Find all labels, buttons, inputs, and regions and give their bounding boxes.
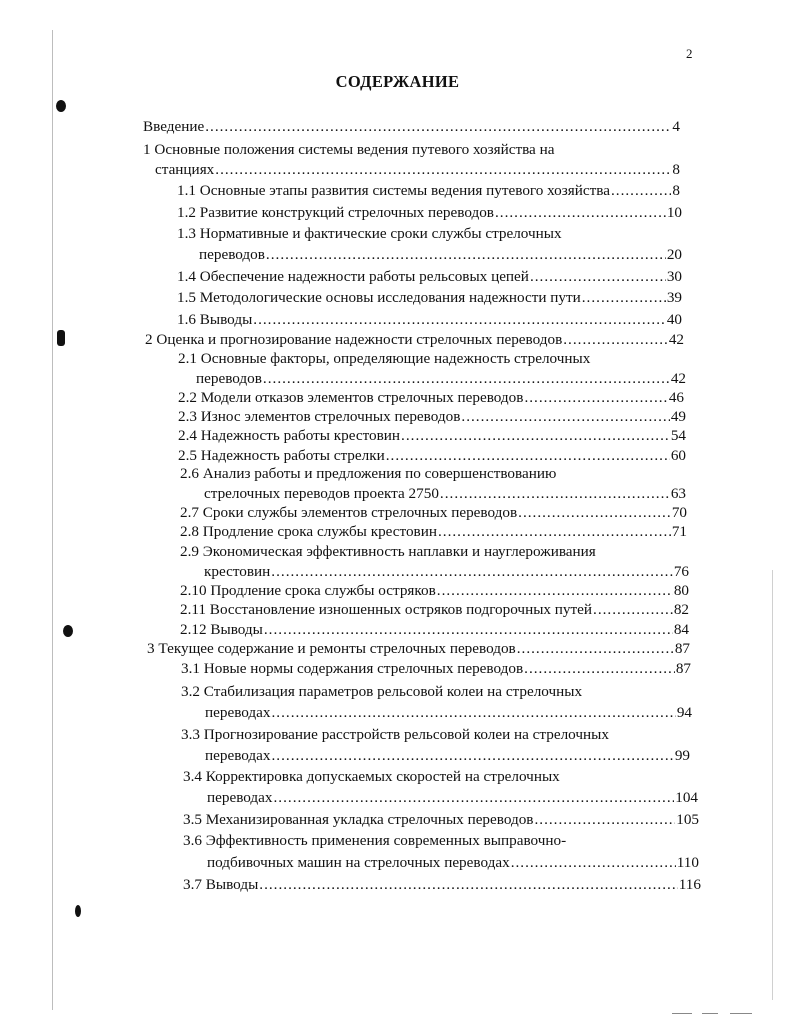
toc-entry xyxy=(180,523,687,541)
toc-entry-continuation: переводах xyxy=(205,704,271,721)
toc-entry-text: 2.5 Надежность работы стрелки xyxy=(178,447,385,464)
toc-page: 42 xyxy=(668,331,684,348)
toc-entry-text: 1.3 Нормативные и фактические сроки службы стрелочных xyxy=(177,225,562,242)
toc-entry xyxy=(177,268,682,286)
toc-entry-text: 2.12 Выводы xyxy=(180,621,263,638)
toc-entry-text: 2.7 Сроки службы элементов стрелочных переводов xyxy=(180,504,518,521)
toc-page: 46 xyxy=(668,389,684,406)
toc-entry xyxy=(177,311,682,329)
toc-entry-text: 3.7 Выводы xyxy=(183,876,259,893)
toc-entry xyxy=(183,811,699,829)
toc-page: 42 xyxy=(670,370,686,387)
toc-page: 71 xyxy=(671,523,687,540)
toc-entry-text: 1.1 Основные этапы развития системы ведения путевого хозяйства xyxy=(177,182,610,199)
toc-page: 82 xyxy=(673,601,689,618)
toc-page: 116 xyxy=(678,876,701,893)
toc-page: 84 xyxy=(673,621,689,638)
toc-entry-text: 2.2 Модели отказов элементов стрелочных переводов xyxy=(178,389,524,406)
toc-entry xyxy=(177,289,682,307)
toc-entry-text: 3.3 Прогнозирование расстройств рельсовой колеи на стрелочных xyxy=(181,726,609,743)
toc-page: 80 xyxy=(673,582,689,599)
toc-entry xyxy=(178,447,686,465)
toc-entry-text: 3 Текущее содержание и ремонты стрелочных переводов xyxy=(147,640,516,657)
toc-entry-text: 3.2 Стабилизация параметров рельсовой колеи на стрелочных xyxy=(181,683,583,700)
toc-entry-continuation: подбивочных машин на стрелочных переводах xyxy=(207,854,510,871)
toc-entry xyxy=(196,370,686,388)
toc-entry-continuation: переводов xyxy=(199,246,265,263)
toc-entry-text: Введение xyxy=(143,118,205,135)
toc-entry xyxy=(177,204,682,222)
toc-page: 105 xyxy=(676,811,699,828)
toc-page: 20 xyxy=(666,246,682,263)
toc-page: 10 xyxy=(666,204,682,221)
toc-page: 70 xyxy=(671,504,687,521)
toc-page: 99 xyxy=(674,747,690,764)
toc-page: 54 xyxy=(670,427,686,444)
toc-entry-text: 1 Основные положения системы ведения путевого хозяйства на xyxy=(143,141,555,158)
toc-entry-text: 2 Оценка и прогнозирование надежности стрелочных переводов xyxy=(145,331,563,348)
toc-entry-continuation: переводах xyxy=(207,789,273,806)
toc-entry-text: 2.9 Экономическая эффективность наплавки и науглероживания xyxy=(180,543,596,560)
toc-entry xyxy=(180,601,689,619)
toc-page: 39 xyxy=(666,289,682,306)
toc-entry-text: 3.4 Корректировка допускаемых скоростей на стрелочных xyxy=(183,768,560,785)
toc-entry xyxy=(178,408,686,426)
toc-entry-text: 3.6 Эффективность применения современных выправочно- xyxy=(183,832,567,849)
toc-entry xyxy=(178,389,684,407)
toc-entry-text: 1.4 Обеспечение надежности работы рельсовых цепей xyxy=(177,268,529,285)
toc-entry xyxy=(181,660,691,678)
toc-entry-continuation: станциях xyxy=(155,161,215,178)
toc-entry xyxy=(143,118,680,136)
toc-page: 49 xyxy=(670,408,686,425)
toc-entry-text: 1.2 Развитие конструкций стрелочных переводов xyxy=(177,204,494,221)
page-number: 2 xyxy=(686,46,693,61)
toc-entry-continuation: стрелочных переводов проекта 2750 xyxy=(204,485,439,502)
toc-entry-text: 1.5 Методологические основы исследования надежности пути xyxy=(177,289,581,306)
toc-entry xyxy=(204,485,686,503)
toc-entry-continuation: переводах xyxy=(205,747,271,764)
toc-entry-text: 2.8 Продление срока службы крестовин xyxy=(180,523,437,540)
toc-entry xyxy=(147,640,690,658)
toc-entry xyxy=(155,161,680,179)
toc-entry xyxy=(177,182,680,200)
toc-entry xyxy=(207,789,698,807)
toc-entry xyxy=(207,854,699,872)
toc-entry-text: 2.10 Продление срока службы остряков xyxy=(180,582,436,599)
toc-entry-text: 2.3 Износ элементов стрелочных переводов xyxy=(178,408,461,425)
toc-page: 4 xyxy=(672,118,680,135)
toc-page: 94 xyxy=(676,704,692,721)
toc-entry xyxy=(145,331,684,349)
toc-entry-text: 3.5 Механизированная укладка стрелочных переводов xyxy=(183,811,534,828)
toc-entry xyxy=(180,504,687,522)
toc-entry-text: 2.4 Надежность работы крестовин xyxy=(178,427,401,444)
toc-entry xyxy=(180,621,689,639)
toc-page: 40 xyxy=(666,311,682,328)
toc-entry xyxy=(205,704,692,722)
toc-entry-text: 2.11 Восстановление изношенных остряков подгорочных путей xyxy=(180,601,593,618)
toc-page: 8 xyxy=(672,161,680,178)
toc-entry-continuation: крестовин xyxy=(204,563,271,580)
toc-entry xyxy=(183,876,701,894)
toc-entry xyxy=(178,427,686,445)
toc-entry xyxy=(204,563,689,581)
toc-page: 87 xyxy=(675,660,691,677)
toc-entry-text: 3.1 Новые нормы содержания стрелочных переводов xyxy=(181,660,524,677)
toc-page: 63 xyxy=(670,485,686,502)
toc-page: 87 xyxy=(674,640,690,657)
toc-page: 30 xyxy=(666,268,682,285)
toc-page: 76 xyxy=(673,563,689,580)
toc-page: 60 xyxy=(670,447,686,464)
toc-entry-continuation: переводов xyxy=(196,370,262,387)
toc-page: 104 xyxy=(675,789,698,806)
toc-entry-text: 2.6 Анализ работы и предложения по совершенствованию xyxy=(180,465,557,482)
toc-entry xyxy=(205,747,690,765)
toc-entry-text: 1.6 Выводы xyxy=(177,311,253,328)
toc-entry-text: 2.1 Основные факторы, определяющие надежность стрелочных xyxy=(178,350,591,367)
toc-entry xyxy=(180,582,689,600)
page-title: СОДЕРЖАНИЕ xyxy=(335,72,460,91)
toc-page: 110 xyxy=(676,854,699,871)
toc-page: 8 xyxy=(672,182,680,199)
toc-entry xyxy=(199,246,682,264)
